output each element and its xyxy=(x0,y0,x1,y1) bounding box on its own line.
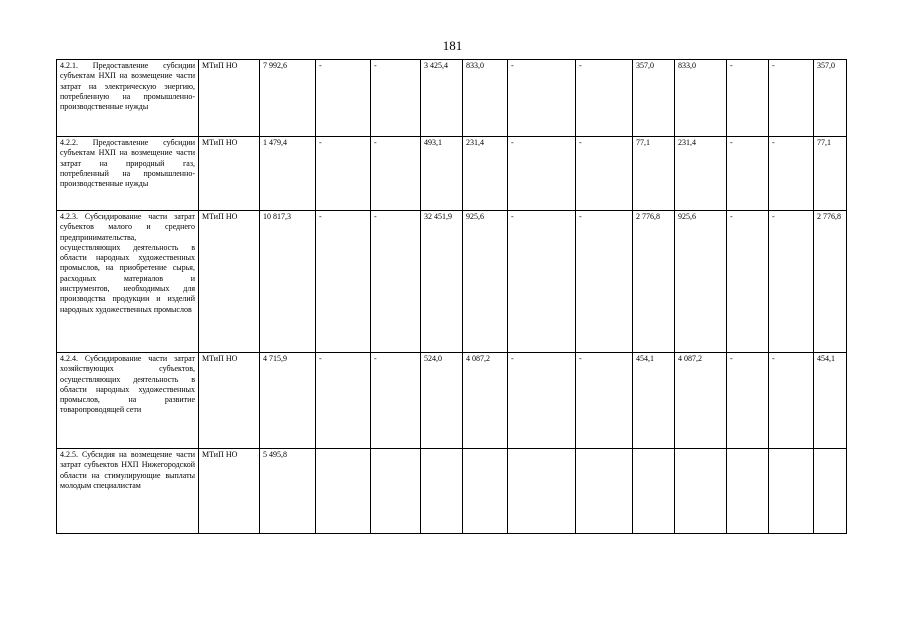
amount-cell: - xyxy=(769,353,814,449)
measure-description: 4.2.3. Субсидирование части затрат субъектов малого и среднего предпринимательства, осуществляющих деятельность в области народных художественных промыслов, на приобретение сырья, расходных материалов и инструментов, необходимых для производства продукции и изделий народных художественных промыслов xyxy=(57,211,199,353)
amount-cell: - xyxy=(508,211,576,353)
amount-cell: 357,0 xyxy=(814,60,847,137)
amount-cell: 231,4 xyxy=(463,137,508,211)
amount-cell: - xyxy=(576,60,633,137)
amount-cell: 2 776,8 xyxy=(814,211,847,353)
amount-cell: - xyxy=(316,137,371,211)
table-row xyxy=(57,211,847,353)
amount-cell xyxy=(371,449,421,534)
amount-cell xyxy=(633,449,675,534)
amount-cell: - xyxy=(508,137,576,211)
amount-cell: - xyxy=(727,137,769,211)
table-row xyxy=(57,353,847,449)
amount-cell: - xyxy=(576,137,633,211)
amount-cell: - xyxy=(316,211,371,353)
amount-cell: 4 087,2 xyxy=(675,353,727,449)
amount-cell: - xyxy=(576,353,633,449)
responsible-org: МТиП НО xyxy=(199,60,260,137)
amount-cell: - xyxy=(508,353,576,449)
amount-cell: 10 817,3 xyxy=(260,211,316,353)
amount-cell: - xyxy=(371,60,421,137)
amount-cell: - xyxy=(371,353,421,449)
amount-cell: 493,1 xyxy=(421,137,463,211)
amount-cell: 524,0 xyxy=(421,353,463,449)
amount-cell: 4 715,9 xyxy=(260,353,316,449)
responsible-org: МТиП НО xyxy=(199,353,260,449)
amount-cell: - xyxy=(769,60,814,137)
amount-cell: 77,1 xyxy=(814,137,847,211)
amount-cell: - xyxy=(371,137,421,211)
amount-cell: - xyxy=(371,211,421,353)
amount-cell: - xyxy=(727,60,769,137)
amount-cell xyxy=(576,449,633,534)
amount-cell xyxy=(316,449,371,534)
measure-description: 4.2.5. Субсидия на возмещение части затрат субъектов НХП Нижегородской области на стимулирующие выплаты молодым специалистам xyxy=(57,449,199,534)
measure-description: 4.2.2. Предоставление субсидии субъектам НХП на возмещение части затрат на природный газ, потребленный на промышленно-производственные нужды xyxy=(57,137,199,211)
amount-cell xyxy=(675,449,727,534)
amount-cell: 357,0 xyxy=(633,60,675,137)
responsible-org: МТиП НО xyxy=(199,137,260,211)
amount-cell: 833,0 xyxy=(463,60,508,137)
amount-cell: 925,6 xyxy=(463,211,508,353)
amount-cell: 2 776,8 xyxy=(633,211,675,353)
amount-cell: 5 495,8 xyxy=(260,449,316,534)
amount-cell: - xyxy=(727,211,769,353)
responsible-org: МТиП НО xyxy=(199,211,260,353)
amount-cell: 454,1 xyxy=(633,353,675,449)
amount-cell xyxy=(508,449,576,534)
amount-cell: - xyxy=(769,137,814,211)
amount-cell: 454,1 xyxy=(814,353,847,449)
measure-description: 4.2.4. Субсидирование части затрат хозяйствующих субъектов, осуществляющих деятельность в области народных художественных промыслов, на развитие товаропроводящей сети xyxy=(57,353,199,449)
amount-cell: 4 087,2 xyxy=(463,353,508,449)
amount-cell: 925,6 xyxy=(675,211,727,353)
amount-cell xyxy=(727,449,769,534)
table-row xyxy=(57,449,847,534)
amount-cell: 1 479,4 xyxy=(260,137,316,211)
amount-cell xyxy=(814,449,847,534)
page-number: 181 xyxy=(442,38,463,53)
amount-cell: 77,1 xyxy=(633,137,675,211)
amount-cell: 231,4 xyxy=(675,137,727,211)
amount-cell: - xyxy=(769,211,814,353)
measure-description: 4.2.1. Предоставление субсидии субъектам НХП на возмещение части затрат на электрическую энергию, потребленную на промышленно-производственные нужды xyxy=(57,60,199,137)
amount-cell xyxy=(769,449,814,534)
amount-cell xyxy=(421,449,463,534)
budget-table xyxy=(56,59,847,534)
table-row xyxy=(57,137,847,211)
amount-cell: 833,0 xyxy=(675,60,727,137)
amount-cell xyxy=(463,449,508,534)
amount-cell: 3 425,4 xyxy=(421,60,463,137)
responsible-org: МТиП НО xyxy=(199,449,260,534)
amount-cell: - xyxy=(508,60,576,137)
amount-cell: 32 451,9 xyxy=(421,211,463,353)
table-row xyxy=(57,60,847,137)
amount-cell: - xyxy=(727,353,769,449)
amount-cell: - xyxy=(576,211,633,353)
amount-cell: - xyxy=(316,353,371,449)
amount-cell: - xyxy=(316,60,371,137)
amount-cell: 7 992,6 xyxy=(260,60,316,137)
